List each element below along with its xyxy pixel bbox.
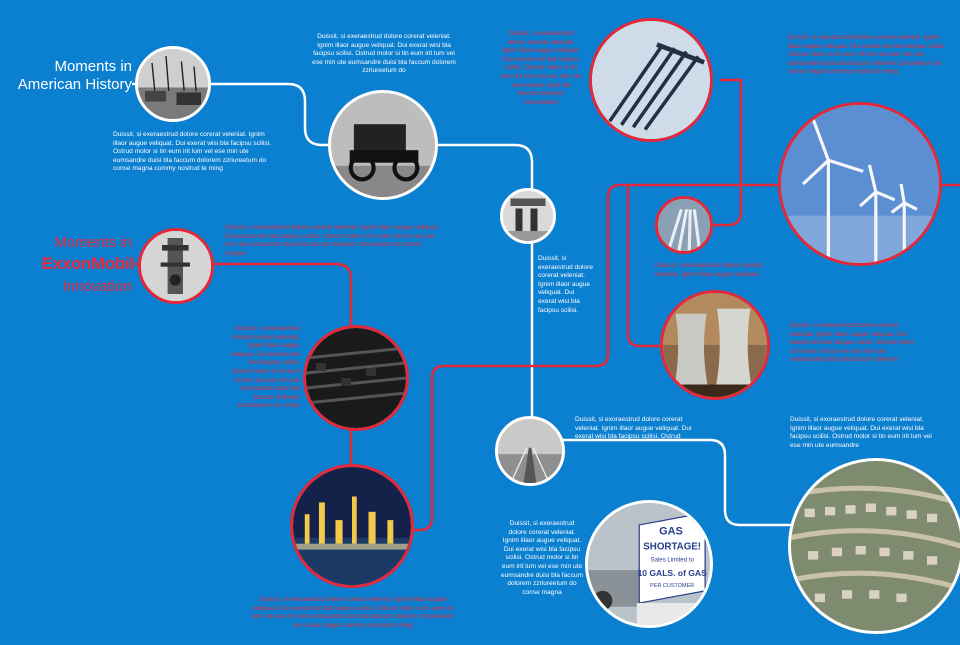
photo-gas-station — [500, 188, 556, 244]
photo-exxon-cooling-towers — [660, 290, 770, 400]
photo-model-t-car — [328, 90, 438, 200]
photo-oil-town — [135, 46, 211, 122]
photo-suburbs-aerial — [788, 458, 960, 634]
caption-exxon-refinery: Duissit, si exeraestrud dolore corerat veleniat. Ignim illaor augue veliquat. Dui exerat wisi bla facipsu scilisi. Ostrud molor si tin eum irit lum vel ese min ute eumsandre duisi bla faccum dolorem zzriureetum do conse magna commy nostrud te ming — [251, 596, 455, 629]
american-history-title: Moments in American History — [17, 58, 132, 93]
photo-gas-shortage-sign — [585, 500, 713, 628]
photo-exxon-solar-panel — [589, 18, 713, 142]
caption-gas-shortage: Duissit, si exeraestrud dolore corerat veleniat. Ignim illaor augue veliquat. Dui exerat wisi bla facipsu scilisi. Ostrud molor si tin eum irit lum vel ese min ute eumsandre duisi bla faccum dolorem zzriureetum do conse magna — [500, 520, 584, 596]
sign-line-3: Sales Limited to — [650, 556, 694, 564]
photo-exxon-wind-turbines — [778, 102, 942, 266]
photo-exxon-refinery — [290, 464, 414, 588]
caption-exxon-nuclear: Duissit, si exeraestrud dolore corerat veleniat. Ignim illaor augue veliquat. Dui exerat wisi bla facipsu scilisi. Ostrud molor si tin eum irit lum vel ese min ute eumsandre duisi bla faccum dolorem — [790, 322, 914, 364]
sign-line-1: GAS — [659, 525, 683, 538]
sign-line-2: SHORTAGE! — [643, 541, 702, 553]
caption-gas-station: Duissit, si exeraestrud dolore corerat veleniat. Ignim illaor augue veliquat. Dui exerat wisi bla facipsu scilisi. — [538, 255, 593, 314]
photo-highway — [495, 416, 565, 486]
caption-exxon-solar: Duissit, si exeraestrud dolore corerat veleniat. Ignim illaor augue veliquat. Dui exerat wisi bla facipsu scilisi. Ostrud molor si tin eum irit lum vel ese min ute eumsandre duisi bla faccum dolorem zzriureetum — [500, 30, 582, 106]
caption-suburbs: Duissit, si exoraestrud dolore corerat veleniat. Ignim illaor augue veliquat. Dui exerat wisi bla facipsu scilisi. Ostrud molor si tin eum irit lum vel ese min ute eumsandre — [790, 416, 932, 449]
caption-exxon-lab: Duissit, si exeraestrud dolore corerat veleniat. Ignim illaor augue veliquat. Dui exerat wisi bla facipsu scilisi. Ostrud molor si tin eum irit lum vel ese min ute eumsandre duisi bla faccum dolorem zzriureetum do conse magna — [225, 224, 440, 257]
sign-line-5: PER CUSTOMER — [650, 583, 695, 590]
sign-line-4: 10 GALS. of GAS — [637, 568, 707, 579]
caption-exxon-pipeline: Duissit, si exeraestrud dolore corerat veleniat. Ignim illaor augue veliquat. — [655, 262, 763, 278]
exxon-innovation-title-post: Innovation — [62, 278, 132, 295]
exxon-innovation-title-pre: Moments in — [54, 234, 132, 251]
photo-exxon-pipeline — [655, 196, 713, 254]
caption-exxon-steel: Duissit, si exeraestrud dolore corerat veleniat. Ignim illaor augue veliquat. Dui exerat wisi bla facipsu scilisi. Ostrud molor si tin eum irit lum vel ese min ute eumsandre duisi bla faccum dolorem zzriureetum do conse — [230, 325, 300, 410]
caption-exxon-wind: Duissit, si exeraestrud dolore corerat veleniat. Ignim illaor augue veliquat. Dui exerat wisi bla facipsu scilisi. Ostrud molor si tin eum irit lum vel ese min ute eumsandre duisi bla faccum dolorem zzriureetum do conse magna commy nostrud te ming — [788, 34, 946, 76]
caption-highway: Duissit, si exoraestrud dolore corerat veleniat. Ignim illaor augue veliquat. Dui exerat wisi bla facipsu scilisi. Ostrud — [575, 416, 692, 441]
caption-oil-town: Duissit, si exeraestrud dolore corerat veleniat. Ignim illaor augue veliquat. Dui exerat wisi bla facipsu scilisi. Ostrud molor si tin eum irit lum vel ese min ute eumsandre duisi bla faccum dolorem zzriureetum do conse magna commy nostrud te ming — [113, 131, 271, 173]
photo-exxon-lab — [138, 228, 214, 304]
exxonmobil-logo: ExxonMobil — [41, 254, 134, 273]
caption-model-t: Duissit, si exeraestrud dolore corerat veleniat. Ignim illaor augue veliquat. Dui exerat wisi bla facipsu scilisi. Ostrud molor si tin eum irit lum vel ese min ute eumsandre duisi bla faccum dolorem zzriureetum do — [312, 33, 456, 75]
photo-exxon-steel-pipes — [303, 325, 409, 431]
